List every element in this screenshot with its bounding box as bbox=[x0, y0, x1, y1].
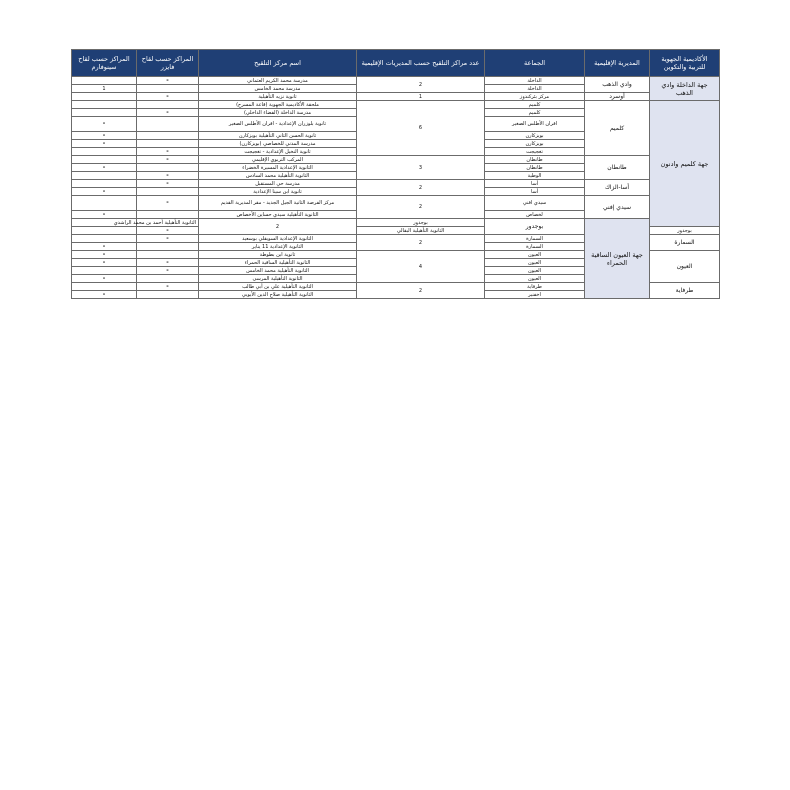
commune-cell: تغجيجت bbox=[485, 148, 585, 156]
sinopharm-mark: - bbox=[72, 211, 137, 219]
header-center: اسم مركز التلقيح bbox=[199, 50, 357, 77]
commune-cell: طانطان bbox=[485, 164, 585, 172]
commune-cell: كلميم bbox=[485, 101, 585, 109]
header-commune: الجماعة bbox=[485, 50, 585, 77]
commune-cell: طرفاية bbox=[485, 283, 585, 291]
pfizer-mark: - bbox=[137, 283, 199, 291]
directorate-cell: سيدي إفني bbox=[585, 196, 650, 219]
pfizer-mark: - bbox=[137, 148, 199, 156]
table-row bbox=[72, 93, 720, 101]
center-cell: مدرسة حي المستقبل bbox=[199, 180, 357, 188]
center-cell: ملحقة الأكاديمية الجهوية (قاعة المسرح) bbox=[199, 101, 357, 109]
sinopharm-cell bbox=[72, 196, 137, 211]
table-row bbox=[72, 180, 720, 188]
pfizer-mark: - bbox=[137, 235, 199, 243]
table-row bbox=[72, 196, 720, 211]
pfizer-mark: - bbox=[137, 172, 199, 180]
pfizer-mark: - bbox=[137, 180, 199, 188]
center-cell: ثانوية الحسن الثاني التأهيلية بويزكارن bbox=[199, 132, 357, 140]
center-cell: الثانوية التأهيلية البقالي bbox=[357, 227, 485, 235]
commune-cell: كلميم bbox=[485, 109, 585, 117]
sinopharm-mark: - bbox=[72, 117, 137, 132]
pfizer-mark: - bbox=[137, 196, 199, 211]
commune-cell: بوجدور bbox=[357, 219, 485, 227]
count-cell: 2 bbox=[357, 77, 485, 93]
directorate-cell: بوجدور bbox=[485, 219, 585, 235]
sinopharm-cell bbox=[72, 148, 137, 156]
region-cell: جهة العيون الساقية الحمراء bbox=[585, 219, 650, 299]
sinopharm-cell bbox=[72, 156, 137, 164]
directorate-cell: وادي الذهب bbox=[585, 77, 650, 93]
sinopharm-mark: 1 bbox=[72, 85, 137, 93]
center-cell: مدرسة الداخلة (الفضاء الداخلي) bbox=[199, 109, 357, 117]
header-academy: الأكاديمية الجهوية للتربية والتكوين bbox=[650, 50, 720, 77]
pfizer-cell bbox=[137, 275, 199, 283]
sinopharm-mark: - bbox=[72, 140, 137, 148]
commune-cell: العيون bbox=[485, 259, 585, 267]
center-cell: الثانوية التأهيلية محمد الخامس bbox=[199, 267, 357, 275]
commune-cell: السمارة bbox=[485, 235, 585, 243]
pfizer-cell bbox=[137, 291, 199, 299]
commune-cell: السمارة bbox=[485, 243, 585, 251]
commune-cell: الداخلة bbox=[485, 77, 585, 85]
count-cell: 3 bbox=[357, 156, 485, 180]
directorate-cell: أوسرد bbox=[585, 93, 650, 101]
header-row bbox=[72, 50, 720, 77]
pfizer-cell bbox=[137, 243, 199, 251]
table-row bbox=[72, 156, 720, 164]
count-cell: 6 bbox=[357, 101, 485, 156]
sinopharm-mark: - bbox=[72, 275, 137, 283]
sinopharm-cell bbox=[72, 235, 137, 243]
directorate-cell: أسا-الزاك bbox=[585, 180, 650, 196]
header-count: عدد مراكز التلقيح حسب المديريات الإقليمية bbox=[357, 50, 485, 77]
center-cell: الثانوية التأهيلية الساقية الحمراء bbox=[199, 259, 357, 267]
center-cell: الثانوية التأهيلية محمد السادس bbox=[199, 172, 357, 180]
directorate-cell: طانطان bbox=[585, 156, 650, 180]
center-cell: الثانوية التأهيلية سيدي حساين الأخصاص bbox=[199, 211, 357, 219]
commune-cell: العيون bbox=[485, 267, 585, 275]
sinopharm-cell bbox=[72, 101, 137, 109]
count-cell: 2 bbox=[357, 196, 485, 219]
sinopharm-mark: - bbox=[72, 291, 137, 299]
center-cell: مدرسة المدني للخصاصي (بويزكارن) bbox=[199, 140, 357, 148]
pfizer-mark: - bbox=[137, 77, 199, 85]
commune-cell: لخصاص bbox=[485, 211, 585, 219]
center-cell: الثانوية الإعدادية السويقلي بوسعيد bbox=[199, 235, 357, 243]
pfizer-cell bbox=[137, 101, 199, 109]
sinopharm-mark: - bbox=[72, 188, 137, 196]
sinopharm-cell bbox=[72, 77, 137, 85]
center-cell: الثانوية الإعدادية 11 يناير bbox=[199, 243, 357, 251]
pfizer-mark: - bbox=[137, 267, 199, 275]
sinopharm-cell bbox=[72, 227, 137, 235]
center-cell: الثانوية الإعدادية المسيرة الخضراء bbox=[199, 164, 357, 172]
commune-cell: سيدي افني bbox=[485, 196, 585, 211]
sinopharm-cell bbox=[72, 109, 137, 117]
sinopharm-cell bbox=[72, 267, 137, 275]
commune-cell: بوجدور bbox=[650, 227, 720, 235]
count-cell: 2 bbox=[199, 219, 357, 235]
commune-cell: الوطية bbox=[485, 172, 585, 180]
commune-cell: اخفنير bbox=[485, 291, 585, 299]
center-cell: الثانوية التأهيلية أحمد بن محمد الراشدي bbox=[137, 219, 199, 227]
sinopharm-mark: - bbox=[72, 243, 137, 251]
center-cell: الثانوية التأهيلية صلاح الدين الأيوبي bbox=[199, 291, 357, 299]
directorate-cell: السمارة bbox=[650, 235, 720, 251]
count-cell: 2 bbox=[357, 283, 485, 299]
center-cell: ثانوية ابن بطوطة bbox=[199, 251, 357, 259]
count-cell: 4 bbox=[357, 251, 485, 283]
center-cell: الثانوية التأهيلية علي بن أبي طالب bbox=[199, 283, 357, 291]
commune-cell: بويزكارن bbox=[485, 132, 585, 140]
sinopharm-mark: - bbox=[72, 164, 137, 172]
table-row bbox=[72, 101, 720, 109]
center-cell: مدرسة محمد الكريم العثماني bbox=[199, 77, 357, 85]
pfizer-cell bbox=[137, 140, 199, 148]
commune-cell: مركز بئركندوز bbox=[485, 93, 585, 101]
pfizer-cell bbox=[137, 132, 199, 140]
region-cell: جهة الداخلة وادي الذهب bbox=[650, 77, 720, 101]
commune-cell: أسا bbox=[485, 188, 585, 196]
vaccination-centers-table bbox=[71, 49, 720, 299]
commune-cell: افران الأطلس الصغير bbox=[485, 117, 585, 132]
center-cell: مدرسة محمد الخامس bbox=[199, 85, 357, 93]
header-directorate: المديرية الإقليمية bbox=[585, 50, 650, 77]
pfizer-cell bbox=[137, 211, 199, 219]
pfizer-cell bbox=[137, 164, 199, 172]
center-cell: الثانوية التأهيلية المرسى bbox=[199, 275, 357, 283]
count-cell: 2 bbox=[357, 180, 485, 196]
sinopharm-cell bbox=[72, 93, 137, 101]
center-cell: ثانوية نزيه التأهيلية bbox=[199, 93, 357, 101]
commune-cell: الداخلة bbox=[485, 85, 585, 93]
commune-cell: العيون bbox=[485, 275, 585, 283]
header-sinopharm: المراكز حسب لقاح سينوفارم bbox=[72, 50, 137, 77]
table-row bbox=[72, 77, 720, 85]
pfizer-cell bbox=[137, 251, 199, 259]
sinopharm-cell bbox=[72, 172, 137, 180]
pfizer-cell bbox=[137, 117, 199, 132]
commune-cell: بويزكارن bbox=[485, 140, 585, 148]
sinopharm-mark: - bbox=[72, 259, 137, 267]
pfizer-mark: - bbox=[137, 227, 199, 235]
header-pfizer: المراكز حسب لقاح فايزر bbox=[137, 50, 199, 77]
pfizer-mark: - bbox=[137, 93, 199, 101]
center-cell: ثانوية بلوزران الإعدادية - افران الأطلس الصغير bbox=[199, 117, 357, 132]
pfizer-cell bbox=[137, 85, 199, 93]
commune-cell: أسا bbox=[485, 180, 585, 188]
sinopharm-mark: - bbox=[72, 251, 137, 259]
pfizer-mark: - bbox=[137, 259, 199, 267]
directorate-cell: طرفاية bbox=[650, 283, 720, 299]
pfizer-cell bbox=[137, 188, 199, 196]
vaccination-centers-sheet bbox=[71, 49, 720, 299]
table-row bbox=[72, 219, 720, 227]
center-cell: ثانوية النخيل الإعدادية - تغجيجت bbox=[199, 148, 357, 156]
sinopharm-cell bbox=[72, 180, 137, 188]
commune-cell: العيون bbox=[485, 251, 585, 259]
pfizer-mark: - bbox=[137, 156, 199, 164]
center-cell: ثانوية ابن سينا الإعدادية bbox=[199, 188, 357, 196]
sinopharm-cell bbox=[72, 283, 137, 291]
commune-cell: طانطان bbox=[485, 156, 585, 164]
count-cell: 1 bbox=[357, 93, 485, 101]
directorate-cell: كلميم bbox=[585, 101, 650, 156]
region-cell: جهة كلميم وادنون bbox=[650, 101, 720, 227]
directorate-cell: العيون bbox=[650, 251, 720, 283]
pfizer-mark: - bbox=[137, 109, 199, 117]
center-cell: المركب التربوي الإقليمي bbox=[199, 156, 357, 164]
sinopharm-mark: - bbox=[72, 132, 137, 140]
center-cell: مركز الفرصة الثانية الجيل الجديد - مقر المديرية القديم bbox=[199, 196, 357, 211]
count-cell: 2 bbox=[357, 235, 485, 251]
